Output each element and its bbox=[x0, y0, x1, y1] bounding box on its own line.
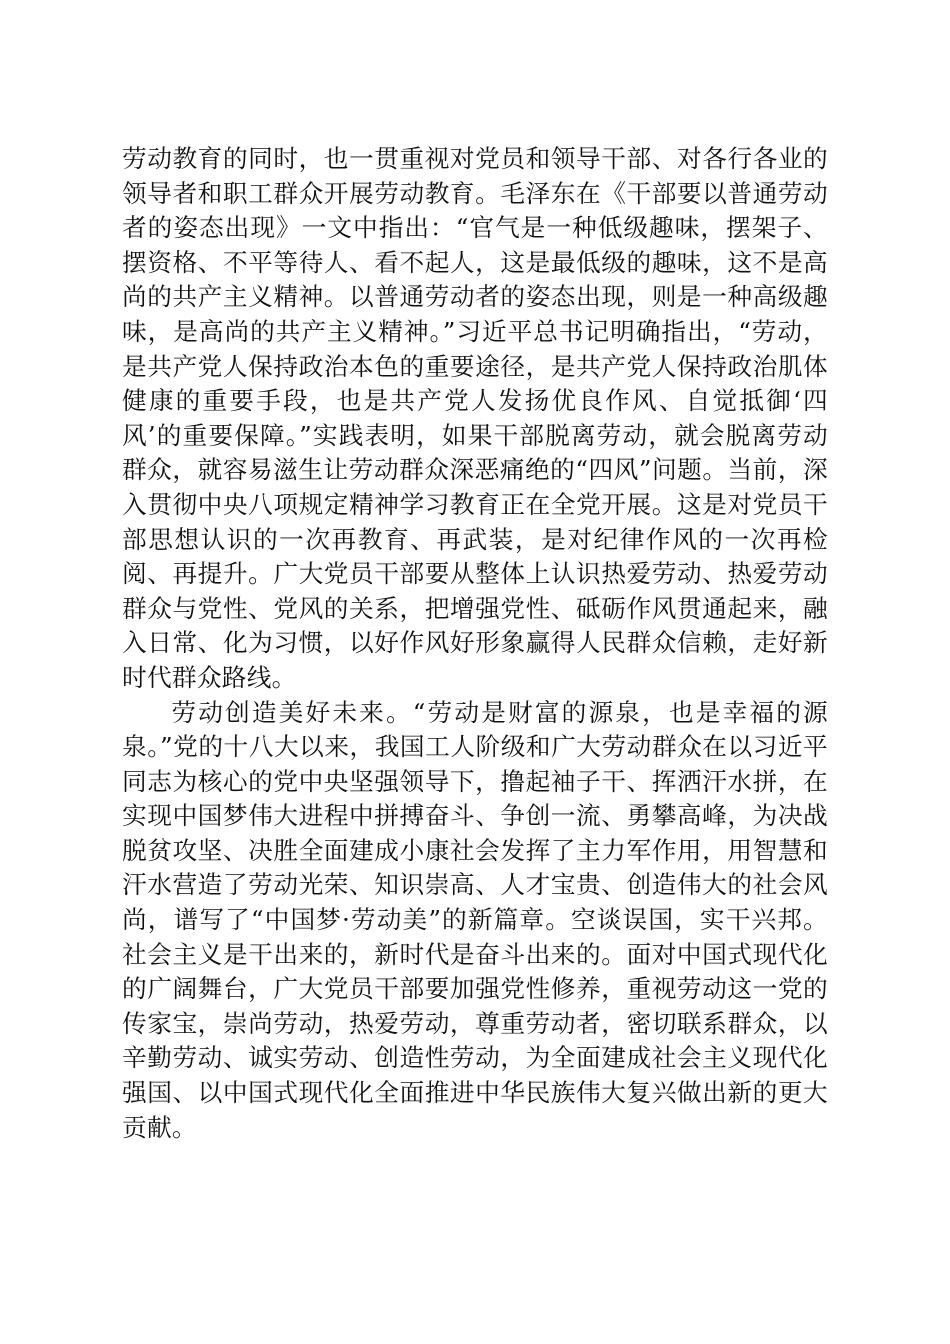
paragraph-labor-education: 劳动教育的同时，也一贯重视对党员和领导干部、对各行各业的领导者和职工群众开展劳动教育。毛泽东在《干部要以普通劳动者的姿态出现》一文中指出：“官气是一种低级趣味，摆架子、摆资格、不平等待人、看不起人，这是最低级的趣味，这不是高尚的共产主义精神。以普通劳动者的姿态出现，则是一种高级趣味，是高尚的共产主义精神。”习近平总书记明确指出，“劳动，是共产党人保持政治本色的重要途径，是共产党人保持政治肌体健康的重要手段，也是共产党人发扬优良作风、自觉抵御‘四风’的重要保障。”实践表明，如果干部脱离劳动，就会脱离劳动群众，就容易滋生让劳动群众深恶痛绝的“四风”问题。当前，深入贯彻中央八项规定精神学习教育正在全党开展。这是对党员干部思想认识的一次再教育、再武装，是对纪律作风的一次再检阅、再提升。广大党员干部要从整体上认识热爱劳动、热爱劳动群众与党性、党风的关系，把增强党性、砥砺作风贯通起来，融入日常、化为习惯，以好作风好形象赢得人民群众信赖，走好新时代群众路线。 bbox=[122, 144, 828, 692]
document-page bbox=[122, 142, 828, 1145]
paragraph-labor-creates-future: 劳动创造美好未来。“劳动是财富的源泉，也是幸福的源泉。”党的十八大以来，我国工人阶级和广大劳动群众在以习近平同志为核心的党中央坚强领导下，撸起袖子干、挥洒汗水拼，在实现中国梦伟大进程中拼搏奋斗、争创一流、勇攀高峰，为决战脱贫攻坚、决胜全面建成小康社会发挥了主力军作用，用智慧和汗水营造了劳动光荣、知识崇高、人才宝贵、创造伟大的社会风尚，谱写了“中国梦·劳动美”的新篇章。空谈误国，实干兴邦。社会主义是干出来的，新时代是奋斗出来的。面对中国式现代化的广阔舞台，广大党员干部要加强党性修养，重视劳动这一党的传家宝，崇尚劳动，热爱劳动，尊重劳动者，密切联系群众，以辛勤劳动、诚实劳动、创造性劳动，为全面建成社会主义现代化强国、以中国式现代化全面推进中华民族伟大复兴做出新的更大贡献。 bbox=[122, 697, 828, 1142]
